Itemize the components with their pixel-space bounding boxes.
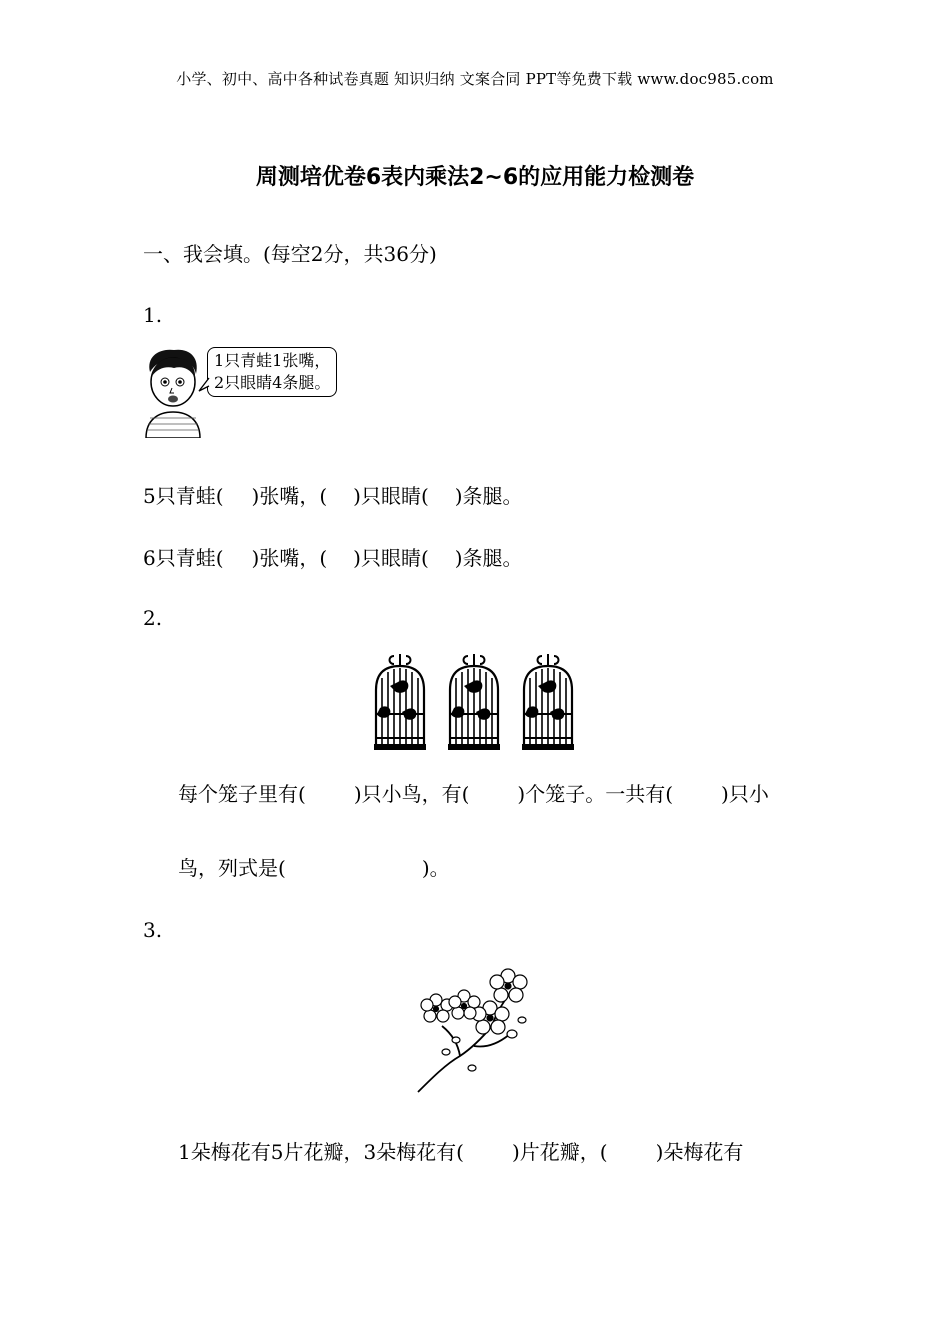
page-header: 小学、初中、高中各种试卷真题 知识归纳 文案合同 PPT等免费下载 www.doc985.com [176,70,774,88]
question-number: 1. [143,303,163,327]
q3-line1 [178,1136,743,1165]
q2-line2 [178,852,450,881]
text-segment: 1朵梅花有5片花瓣，3朵梅花有( [178,1140,464,1164]
text-segment: )张嘴，( [251,546,328,570]
page-title: 周测培优卷6表内乘法2~6的应用能力检测卷 [255,165,695,190]
text-segment: )片花瓣，( [511,1140,608,1164]
text-segment: )张嘴，( [251,484,328,508]
q1-line1 [143,480,523,509]
text-segment: 鸟，列式是( [178,856,286,880]
plum-blossom-illustration [412,960,538,1096]
birdcages-illustration [372,652,584,752]
text-segment: )条腿。 [454,484,523,508]
text-segment: )只眼睛( [353,484,429,508]
text-segment: )只眼睛( [353,546,429,570]
text-segment: )个笼子。一共有( [517,782,674,806]
text-segment: 6只青蛙( [143,546,224,570]
text-segment: )朵梅花有 [655,1140,744,1164]
question-number: 2. [143,606,163,630]
text-segment: 每个笼子里有( [178,782,306,806]
text-segment: )只小鸟，有( [353,782,470,806]
q1-line2 [143,542,523,571]
q2-line1 [178,778,769,807]
bubble-line: 2只眼睛4条腿。 [214,373,331,392]
text-segment: )只小 [721,782,769,806]
boy-illustration [140,346,206,438]
text-segment: )。 [421,856,450,880]
question-number: 3. [143,918,163,942]
section-heading: 一、我会填。(每空2分，共36分) [143,242,437,266]
text-segment: )条腿。 [454,546,523,570]
bubble-line: 1只青蛙1张嘴， [214,351,331,370]
text-segment: 5只青蛙( [143,484,224,508]
bubble-tail-icon [198,377,210,393]
speech-bubble [207,347,337,397]
